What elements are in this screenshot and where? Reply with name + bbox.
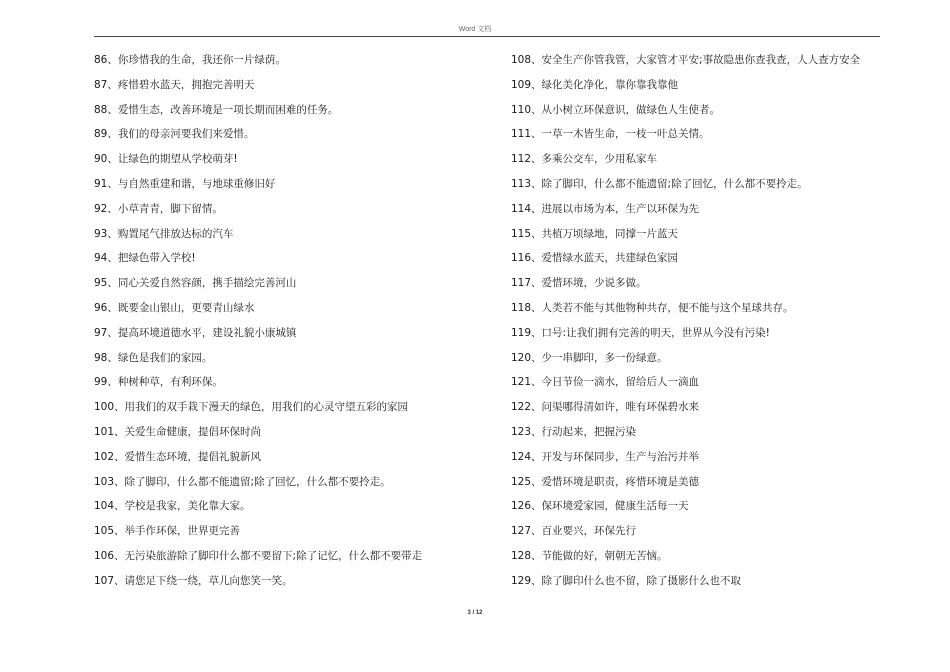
list-item: 102、爱惜生态环境，提倡礼貌新风 — [94, 450, 262, 463]
list-item: 105、举手作环保，世界更完善 — [94, 525, 241, 538]
list-item: 114、进展以市场为本，生产以环保为先 — [511, 202, 700, 215]
list-item: 95、同心关爱自然容颜，携手描绘完善河山 — [94, 277, 297, 290]
list-item: 123、行动起来，把握污染 — [511, 425, 637, 438]
list-item: 100、用我们的双手栽下漫天的绿色，用我们的心灵守望五彩的家园 — [94, 401, 409, 414]
list-item: 103、除了脚印，什么都不能遗留;除了回忆，什么都不要拎走。 — [94, 475, 391, 488]
list-item: 101、关爱生命健康，提倡环保时尚 — [94, 425, 262, 438]
list-item: 120、少一串脚印，多一份绿意。 — [511, 351, 668, 364]
list-item: 118、人类若不能与其他物种共存，便不能与这个星球共存。 — [511, 301, 794, 314]
header-divider — [94, 36, 880, 37]
list-item: 86、你珍惜我的生命，我还你一片绿荫。 — [94, 54, 286, 66]
list-item: 116、爱惜绿水蓝天，共建绿色家园 — [511, 252, 679, 265]
list-item: 98、绿色是我们的家园。 — [94, 351, 213, 364]
list-item: 109、绿化美化净化，靠你靠我靠他 — [511, 78, 679, 91]
list-item: 122、问渠哪得清如许，唯有环保碧水来 — [511, 401, 700, 414]
list-item: 94、把绿色带入学校! — [94, 252, 196, 265]
list-item: 106、无污染旅游除了脚印什么都不要留下;除了记忆，什么都不要带走 — [94, 549, 423, 562]
list-item: 115、共植万顷绿地，同撑一片蓝天 — [511, 227, 679, 240]
list-item: 92、小草青青，脚下留情。 — [94, 202, 223, 215]
page-header: Word 文档 — [458, 26, 492, 33]
list-item: 129、除了脚印什么也不留，除了摄影什么也不取 — [511, 574, 742, 587]
list-item: 108、安全生产你管我管，大家管才平安;事故隐患你查我查，人人查方安全 — [511, 54, 861, 66]
page-number: 3 / 12 — [467, 610, 483, 616]
list-item: 99、种树种草，有利环保。 — [94, 376, 223, 389]
list-item: 113、除了脚印，什么都不能遗留;除了回忆，什么都不要拎走。 — [511, 177, 808, 190]
list-item: 117、爱惜环境，少说多做。 — [511, 277, 647, 290]
list-item: 121、今日节俭一滴水，留给后人一滴血 — [511, 376, 700, 389]
list-item: 91、与自然重建和谐，与地球重修旧好 — [94, 177, 276, 190]
list-item: 88、爱惜生态，改善环境是一项长期而困难的任务。 — [94, 103, 339, 116]
list-item: 96、既要金山银山，更要青山绿水 — [94, 301, 255, 314]
list-item: 93、购置尾气排放达标的汽车 — [94, 227, 234, 240]
left-column — [94, 51, 494, 597]
list-item: 125、爱惜环境是职责，疼惜环境是美德 — [511, 475, 700, 488]
list-item: 119、口号:让我们拥有完善的明天，世界从今没有污染! — [511, 326, 770, 339]
right-column — [511, 51, 891, 597]
list-item: 90、让绿色的期望从学校萌芽! — [94, 153, 238, 166]
list-item: 112、多乘公交车，少用私家车 — [511, 153, 658, 166]
list-item: 97、提高环境道德水平，建设礼貌小康城镇 — [94, 326, 297, 339]
list-item: 107、请您足下绕一绕，草儿向您笑一笑。 — [94, 574, 293, 587]
list-item: 126、保环境爱家园，健康生活每一天 — [511, 500, 689, 513]
list-item: 124、开发与环保同步，生产与治污并举 — [511, 450, 700, 463]
list-item: 89、我们的母亲河要我们来爱惜。 — [94, 128, 255, 141]
list-item: 104、学校是我家，美化靠大家。 — [94, 500, 251, 513]
list-item: 128、节能做的好，朝朝无苦恼。 — [511, 549, 668, 562]
list-item: 111、一草一木皆生命，一枝一叶总关情。 — [511, 128, 710, 141]
list-item: 87、疼惜碧水蓝天，拥抱完善明天 — [94, 78, 255, 91]
list-item: 127、百业要兴，环保先行 — [511, 525, 637, 538]
list-item: 110、从小树立环保意识，做绿色人生使者。 — [511, 103, 721, 116]
